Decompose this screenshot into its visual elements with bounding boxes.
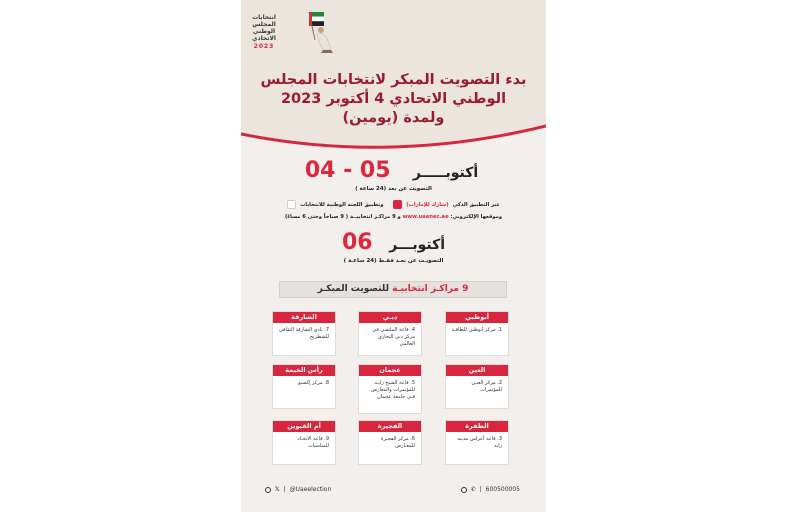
logo-line-1: انتخابات [252,14,276,21]
headline-line-3: ولمدة (يومين) [342,110,445,126]
center-card-dhafra [445,420,509,465]
logo-line-2: المجلس [252,21,276,28]
election-logo [244,14,284,50]
center-emirate: العين [446,365,508,376]
center-location: 1. مركز أبوظبي للطاقـة [451,327,502,333]
center-card-abudhabi [445,311,509,356]
centers-banner [279,281,507,298]
social-block [265,486,331,493]
center-location: 7. نادي الشارقة الثقافي للشطرنج [278,327,329,340]
app-info-row [261,200,526,209]
center-emirate: أم القيوين [273,421,335,432]
second-period-date [241,230,546,255]
center-emirate: أبوظبي [446,312,508,323]
phone-icon[interactable]: ✆ [470,486,476,493]
headline-line-1: بدء التصويت المبكر لانتخابات المجلس [260,72,527,88]
center-card-dubai [358,311,422,356]
logo-line-3: الوطني [252,28,276,35]
app-line-a: عبر التطبيق الذكي [452,201,500,208]
divider: | [283,486,286,493]
banner-rest: للتصويت المبكـر [317,284,393,294]
banner-highlight: 9 مراكـز انتخابيـة [392,284,469,294]
contact-block [461,486,520,493]
center-location: 9. قاعة الاتحـاد للمناسبات [297,436,329,449]
website-link[interactable]: www.uaenec.ae [402,214,449,220]
second-period-month: أكتوبـــر [389,237,446,253]
center-emirate: الفجيرة [359,421,421,432]
instagram-icon[interactable] [265,487,271,493]
footer [241,482,546,498]
center-card-alain [445,364,509,409]
center-location: 5. قاعة الشيخ زايـد للمؤتمرات والمعارض فـي جامعة عجمان [371,380,415,400]
app-line-b: وتطبيق اللجنة الوطنية للانتخابات [300,201,384,208]
center-emirate: رأس الخيمة [273,365,335,376]
web-suffix: و 9 مراكـز انتخابيــة ( 9 صباحاً وحتى 6 مساءً) [284,214,401,220]
center-location: 8. مركز إكسبو [298,380,329,386]
logo-line-4: الاتحادي [252,35,276,42]
center-location: 3. قاعة أعراس مدينة زايد [457,436,502,449]
center-emirate: دبـي [359,312,421,323]
whatsapp-icon[interactable] [461,487,467,493]
center-location: 4. قاعة الملتقـى في مركز دبي التجاري العالمي [372,327,415,347]
website-row [251,214,536,220]
first-period-subtitle: التصويت عن بعد (24 ساعة ) [355,186,432,192]
center-emirate: الشارقة [273,312,335,323]
center-card-uaq [272,420,336,465]
center-location: 6. مركز الفجيرة للمعـارض [380,436,415,449]
x-icon[interactable]: 𝕏 [274,486,280,493]
first-period-month: أكتوبـــــر [412,165,479,181]
first-period-date [241,158,546,183]
headline [251,71,536,128]
share-app-icon [393,200,402,209]
app-name: (شارك للإمارات) [406,201,449,208]
social-handle[interactable]: @Uaeelection [289,486,332,493]
center-location: 2. مركز العيـن للمؤتمرات [471,380,502,393]
center-emirate: عجمان [359,365,421,376]
nec-app-icon [287,200,296,209]
center-card-ajman [358,364,422,414]
center-card-rak [272,364,336,409]
election-poster [241,0,546,512]
logo-year: 2023 [253,43,275,50]
first-period-days: 04 - 05 [304,158,391,183]
center-card-sharjah [272,311,336,356]
flag-figure-icon [305,10,339,54]
second-period-day: 06 [341,230,373,255]
center-card-fujairah [358,420,422,465]
headline-line-2: الوطني الاتحادي 4 أكتوبر 2023 [280,91,507,107]
divider: | [479,486,482,493]
center-emirate: الظفرة [446,421,508,432]
phone-number[interactable]: 600500005 [485,486,520,493]
web-prefix: وموقعها الإلكتروني: [450,214,503,220]
second-period-subtitle: التصويـت عن بعـد فقـط (24 ساعـة ) [343,258,444,264]
